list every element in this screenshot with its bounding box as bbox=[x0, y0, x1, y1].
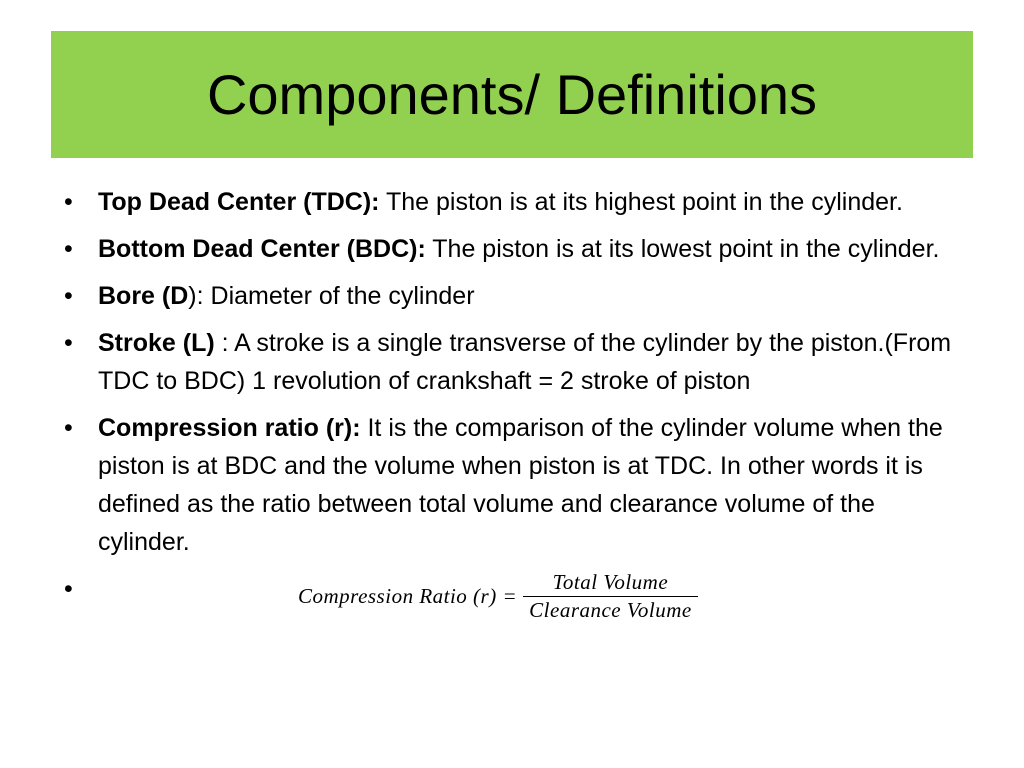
list-item bbox=[56, 277, 968, 315]
list-item bbox=[56, 183, 968, 221]
bullet-icon: • bbox=[64, 329, 73, 357]
compression-ratio-formula bbox=[298, 570, 698, 623]
bullet-icon: • bbox=[64, 282, 73, 310]
bullet-icon: • bbox=[64, 188, 73, 216]
list-item-term: Compression ratio (r): bbox=[98, 414, 361, 442]
list-item-formula bbox=[56, 570, 968, 623]
list-item-body: It is the comparison of the cylinder volume when the piston is at BDC and the volume when piston is at TDC. In other words it is defined as the ratio between total volume and clearance volume of the cylinder. bbox=[98, 414, 943, 556]
formula-lhs: Compression Ratio (r) = bbox=[298, 584, 518, 608]
bullet-icon: • bbox=[64, 575, 73, 603]
bullet-icon: • bbox=[64, 235, 73, 263]
bullet-icon: • bbox=[64, 414, 73, 442]
list-item-term: Bottom Dead Center (BDC): bbox=[98, 235, 426, 263]
list-item-text bbox=[98, 277, 968, 315]
list-item-body: : A stroke is a single transverse of the cylinder by the piston.(From TDC to BDC) 1 revolution of crankshaft = 2 stroke of piston bbox=[98, 329, 952, 395]
list-item bbox=[56, 230, 968, 268]
list-item bbox=[56, 324, 968, 400]
definitions-list bbox=[56, 183, 968, 632]
list-item bbox=[56, 409, 968, 561]
list-item-text bbox=[98, 183, 968, 221]
list-item-body: The piston is at its highest point in the cylinder. bbox=[379, 188, 903, 216]
formula-numerator: Total Volume bbox=[552, 570, 669, 594]
formula-denominator: Clearance Volume bbox=[529, 598, 692, 622]
list-item-text bbox=[98, 324, 968, 400]
list-item-term: Stroke (L) bbox=[98, 329, 215, 357]
list-item-body: The piston is at its lowest point in the cylinder. bbox=[425, 235, 940, 263]
formula-fraction bbox=[523, 570, 698, 623]
list-item-term: Bore (D bbox=[98, 282, 189, 310]
list-item-text bbox=[98, 409, 968, 561]
list-item-text bbox=[98, 230, 968, 268]
list-item-body: ): Diameter of the cylinder bbox=[188, 282, 475, 310]
formula-container bbox=[98, 570, 968, 623]
page-title: Components/ Definitions bbox=[206, 62, 818, 126]
list-item-term: Top Dead Center (TDC): bbox=[98, 188, 380, 216]
title-banner bbox=[51, 31, 973, 158]
